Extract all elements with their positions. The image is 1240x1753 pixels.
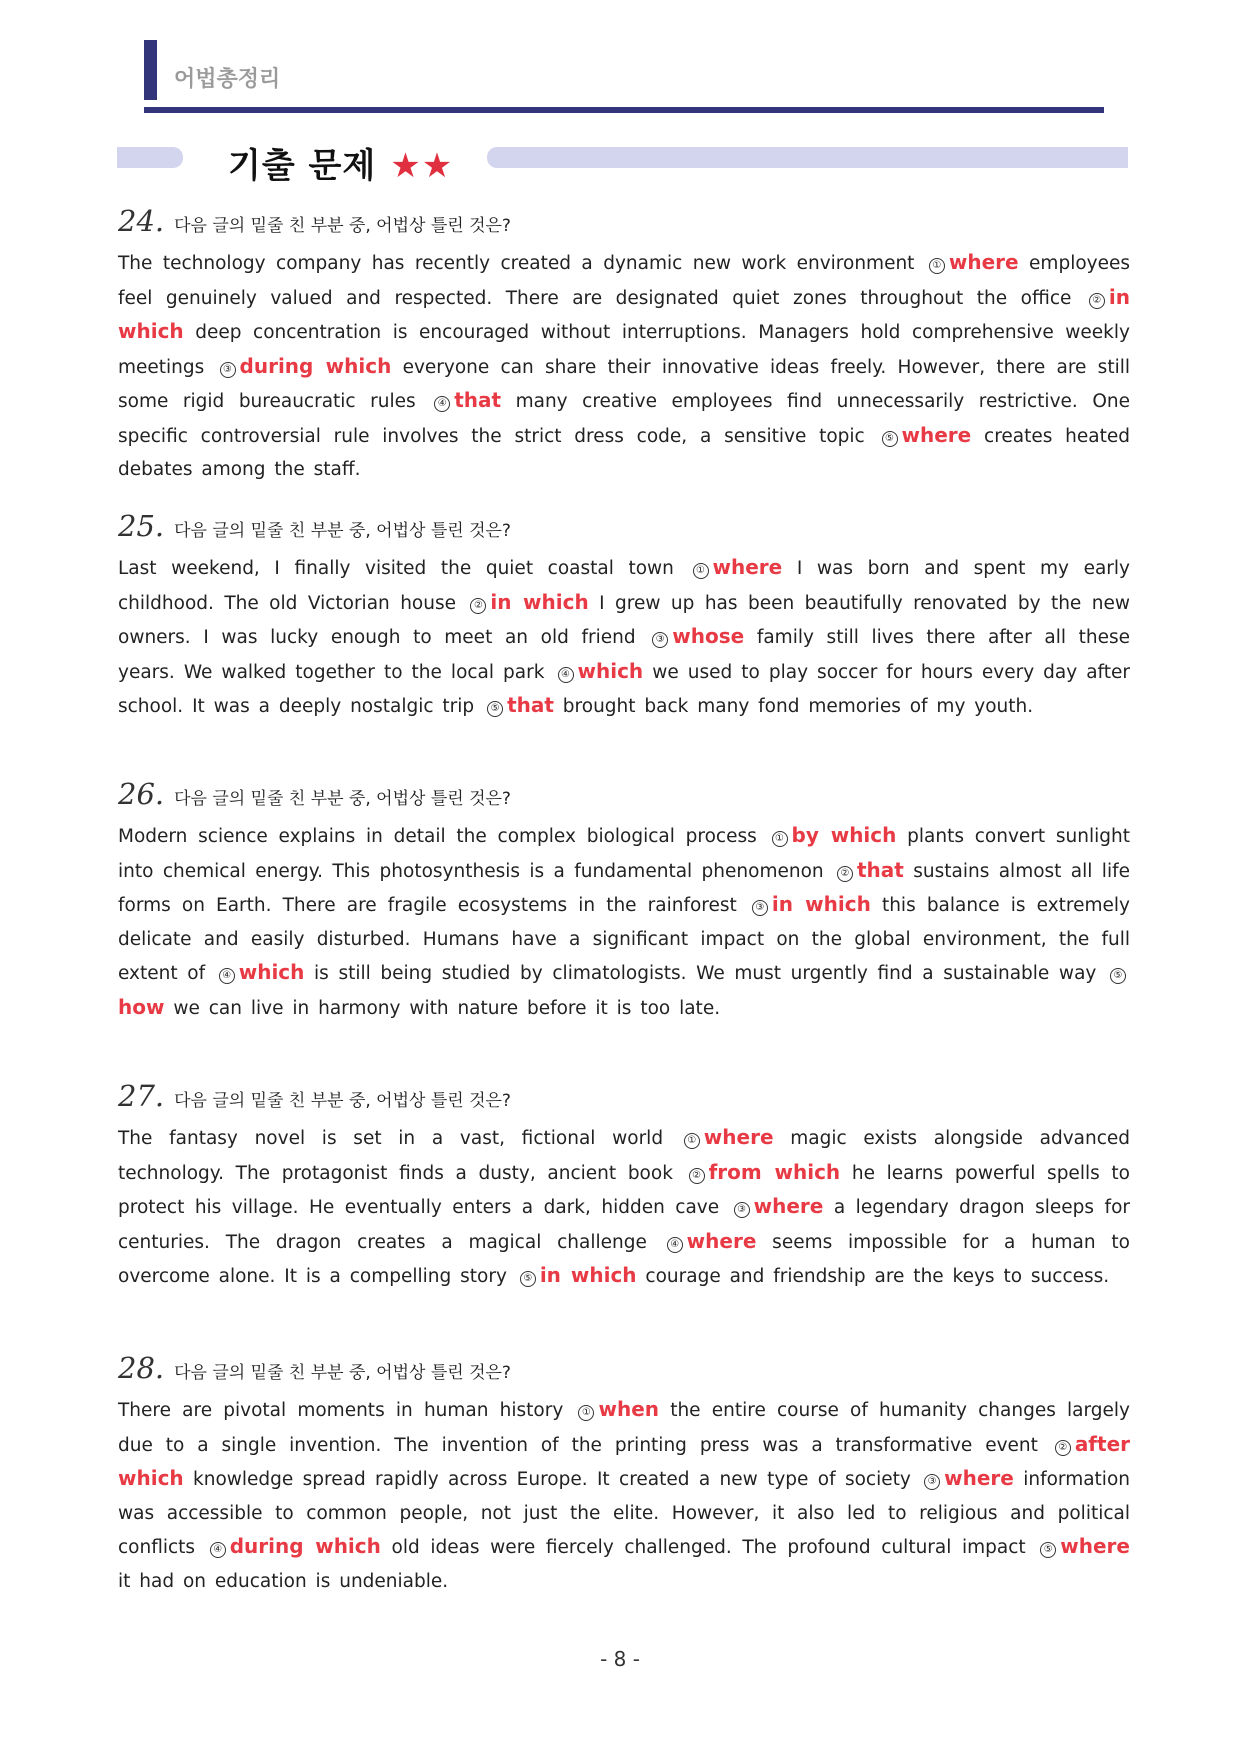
option-phrase: which bbox=[238, 960, 305, 984]
option-number: ③ bbox=[752, 900, 768, 916]
option-phrase: during which bbox=[239, 353, 392, 378]
option-phrase: how bbox=[118, 994, 165, 1019]
question-passage bbox=[118, 246, 1130, 487]
question-number: 28. bbox=[118, 1351, 165, 1385]
passage-text: The technology company has recently created a dynamic new work environment bbox=[118, 253, 925, 274]
option-phrase: where bbox=[712, 555, 783, 579]
passage-text: brought back many fond memories of my youth. bbox=[553, 696, 1034, 717]
section-band-right bbox=[487, 147, 1128, 168]
option-number: ⑤ bbox=[1040, 1542, 1056, 1558]
passage-text: The fantasy novel is set in a vast, fictional world bbox=[118, 1128, 680, 1149]
option-number: ① bbox=[772, 831, 788, 847]
option-number: ① bbox=[693, 563, 709, 579]
option-phrase: where bbox=[753, 1194, 824, 1218]
option-phrase: where bbox=[686, 1228, 757, 1253]
option-number: ⑤ bbox=[1110, 968, 1126, 984]
option-number: ④ bbox=[667, 1237, 683, 1253]
question-prompt: 다음 글의 밑줄 친 부분 중, 어법상 틀린 것은? bbox=[174, 789, 511, 809]
option-number: ④ bbox=[210, 1542, 226, 1558]
passage-text: it had on education is undeniable. bbox=[118, 1570, 449, 1592]
passage-text: I grew up has been beautifully renovated by the new owners. I was lucky enough to meet an old friend bbox=[118, 592, 1130, 648]
option-phrase: during which bbox=[229, 1534, 381, 1558]
option-number: ④ bbox=[219, 968, 235, 984]
option-number: ③ bbox=[220, 362, 236, 378]
section-title-text: 기출 문제 bbox=[228, 146, 377, 186]
passage-text: this balance is extremely delicate and easily disturbed. Humans have a significant impact on the global environment, the full extent of bbox=[118, 895, 1130, 984]
option-number: ① bbox=[578, 1405, 594, 1421]
question-prompt: 다음 글의 밑줄 친 부분 중, 어법상 틀린 것은? bbox=[174, 521, 511, 541]
passage-text: sustains almost all life forms on Earth. There are fragile ecosystems in the rainforest bbox=[118, 860, 1130, 916]
passage-text: is still being studied by climatologists. We must urgently find a sustainable way bbox=[304, 963, 1106, 984]
header-title: 어법총정리 bbox=[174, 67, 281, 92]
passage-text: There are pivotal moments in human history bbox=[118, 1400, 575, 1421]
question-number: 25. bbox=[118, 509, 165, 543]
option-number: ② bbox=[470, 598, 486, 614]
question-number: 27. bbox=[118, 1079, 165, 1113]
option-number: ① bbox=[929, 258, 945, 274]
option-phrase: by which bbox=[791, 823, 897, 847]
option-phrase: in which bbox=[490, 589, 589, 614]
question-prompt: 다음 글의 밑줄 친 부분 중, 어법상 틀린 것은? bbox=[174, 1363, 511, 1383]
passage-text: magic exists alongside advanced technology. The protagonist finds a dusty, ancient book bbox=[118, 1128, 1131, 1184]
option-number: ④ bbox=[434, 396, 450, 412]
option-number: ⑤ bbox=[520, 1271, 536, 1287]
question-passage bbox=[118, 819, 1130, 1025]
question-number: 24. bbox=[118, 204, 165, 238]
option-phrase: in which bbox=[118, 284, 1130, 343]
option-number: ① bbox=[684, 1133, 700, 1149]
option-phrase: whose bbox=[672, 624, 745, 648]
option-number: ② bbox=[1055, 1440, 1071, 1456]
option-number: ⑤ bbox=[487, 701, 503, 717]
page-number: - 8 - bbox=[600, 1647, 640, 1671]
passage-text: knowledge spread rapidly across Europe. It created a new type of society bbox=[183, 1469, 921, 1490]
question-passage bbox=[118, 1393, 1130, 1598]
passage-text: I was born and spent my early childhood. The old Victorian house bbox=[118, 558, 1130, 614]
question-block bbox=[118, 509, 1130, 724]
passage-text: a legendary dragon sleeps for centuries. The dragon creates a magical challenge bbox=[118, 1197, 1130, 1253]
option-phrase: where bbox=[703, 1125, 774, 1149]
passage-text: Modern science explains in detail the complex biological process bbox=[118, 826, 768, 847]
passage-text: deep concentration is encouraged without interruptions. Managers hold comprehensive weekly meetings bbox=[118, 322, 1130, 378]
header-accent-bar bbox=[144, 40, 157, 100]
passage-text: he learns powerful spells to protect his village. He eventually enters a dark, hidden cave bbox=[118, 1162, 1130, 1218]
option-phrase: that bbox=[857, 857, 904, 882]
question-passage bbox=[118, 551, 1130, 724]
passage-text: employees feel genuinely valued and respected. There are designated quiet zones throughout the office bbox=[118, 253, 1131, 309]
option-phrase: which bbox=[577, 658, 644, 683]
passage-text: we used to play soccer for hours every day after school. It was a deeply nostalgic trip bbox=[118, 661, 1130, 717]
option-number: ④ bbox=[558, 667, 574, 683]
section-stars: ★★ bbox=[390, 146, 454, 186]
passage-text: seems impossible for a human to overcome alone. It is a compelling story bbox=[118, 1231, 1130, 1287]
passage-text: creates heated debates among the staff. bbox=[118, 425, 1131, 480]
option-phrase: where bbox=[948, 250, 1019, 274]
option-phrase: where bbox=[1060, 1534, 1130, 1558]
header-rule bbox=[144, 107, 1104, 113]
passage-text: family still lives there after all these years. We walked together to the local park bbox=[118, 627, 1130, 683]
question-prompt: 다음 글의 밑줄 친 부분 중, 어법상 틀린 것은? bbox=[174, 216, 511, 236]
question-passage bbox=[118, 1121, 1130, 1294]
passage-text: old ideas were fiercely challenged. The profound cultural impact bbox=[380, 1537, 1037, 1558]
option-phrase: where bbox=[944, 1466, 1014, 1490]
passage-text: everyone can share their innovative ideas freely. However, there are still some rigid bureaucratic rules bbox=[118, 356, 1130, 412]
passage-text: information was accessible to common people, not just the elite. However, it also led to religious and political conflicts bbox=[118, 1469, 1130, 1558]
option-number: ③ bbox=[924, 1474, 940, 1490]
question-number: 26. bbox=[118, 777, 165, 811]
option-phrase: where bbox=[901, 422, 972, 447]
option-number: ② bbox=[837, 866, 853, 882]
option-phrase: after which bbox=[118, 1431, 1130, 1490]
option-number: ③ bbox=[734, 1202, 750, 1218]
option-phrase: in which bbox=[539, 1263, 637, 1287]
option-number: ② bbox=[1089, 293, 1105, 309]
question-prompt: 다음 글의 밑줄 친 부분 중, 어법상 틀린 것은? bbox=[174, 1091, 511, 1111]
passage-text: the entire course of humanity changes largely due to a single invention. The invention of the printing press was a transformative event bbox=[118, 1400, 1130, 1456]
passage-text: Last weekend, I finally visited the quiet coastal town bbox=[118, 558, 689, 579]
passage-text: we can live in harmony with nature before it is too late. bbox=[164, 997, 721, 1019]
passage-text: many creative employees find unnecessarily restrictive. One specific controversial rule involves the strict dress code, a sensitive topic bbox=[118, 391, 1130, 447]
passage-text: courage and friendship are the keys to success. bbox=[636, 1266, 1110, 1287]
option-number: ③ bbox=[652, 632, 668, 648]
option-phrase: when bbox=[598, 1397, 660, 1421]
question-block bbox=[118, 204, 1130, 487]
option-phrase: from which bbox=[708, 1159, 841, 1184]
option-number: ⑤ bbox=[882, 431, 898, 447]
option-number: ② bbox=[689, 1168, 705, 1184]
question-block bbox=[118, 777, 1130, 1025]
section-title bbox=[228, 138, 453, 187]
section-band-left bbox=[117, 147, 183, 168]
passage-text: plants convert sunlight into chemical energy. This photosynthesis is a fundamental phenomenon bbox=[118, 826, 1131, 882]
question-block bbox=[118, 1079, 1130, 1294]
option-phrase: in which bbox=[771, 892, 871, 916]
option-phrase: that bbox=[454, 388, 502, 412]
option-phrase: that bbox=[507, 693, 554, 717]
question-block bbox=[118, 1351, 1130, 1598]
